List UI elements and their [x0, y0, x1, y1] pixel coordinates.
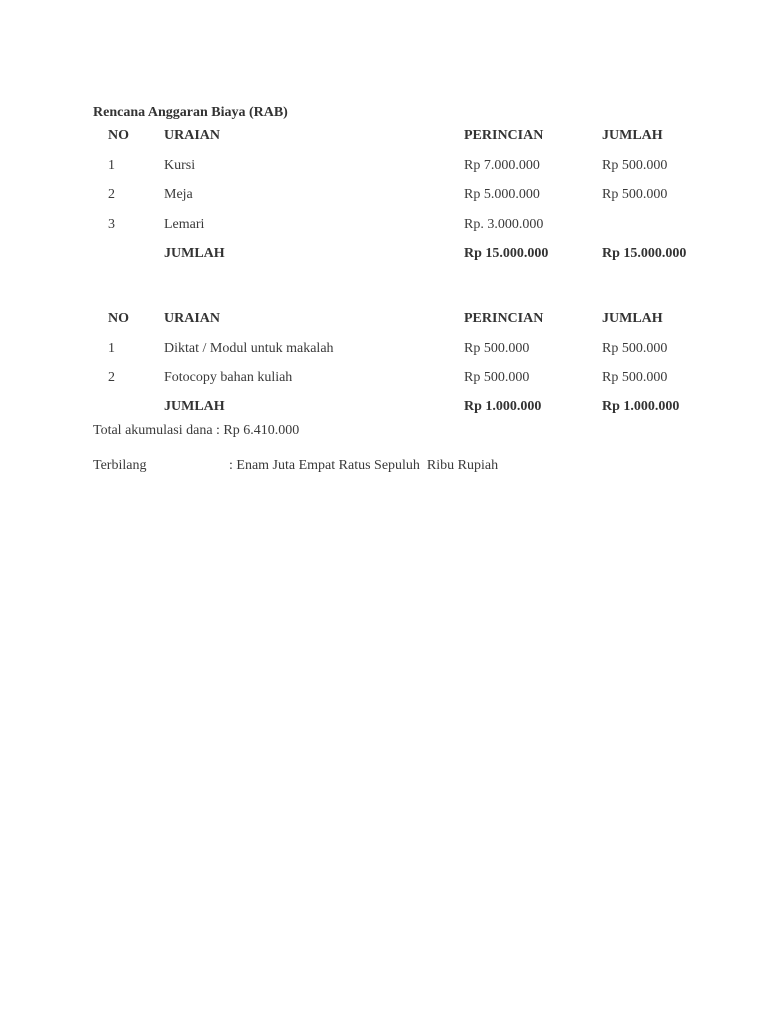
header-no: NO: [108, 128, 129, 143]
cell-perincian: Rp 7.000.000: [464, 158, 540, 173]
cell-perincian: Rp. 3.000.000: [464, 217, 544, 232]
header-perincian: PERINCIAN: [464, 128, 544, 143]
header-uraian: URAIAN: [164, 128, 220, 143]
cell-jumlah: Rp 500.000: [602, 370, 668, 385]
cell-no: 1: [108, 158, 115, 173]
cell-uraian: Kursi: [164, 158, 196, 173]
cell-perincian: Rp 500.000: [464, 370, 530, 385]
total-akumulasi: Total akumulasi dana : Rp 6.410.000: [93, 423, 300, 438]
header-no: NO: [108, 311, 129, 326]
cell-perincian: Rp 5.000.000: [464, 187, 540, 202]
cell-no: 2: [108, 187, 115, 202]
total-perincian: Rp 1.000.000: [464, 399, 542, 414]
cell-no: 1: [108, 341, 115, 356]
cell-uraian: Fotocopy bahan kuliah: [164, 370, 293, 385]
terbilang-label: Terbilang: [93, 458, 147, 473]
cell-no: 3: [108, 217, 115, 232]
total-jumlah: Rp 1.000.000: [602, 399, 680, 414]
header-jumlah: JUMLAH: [602, 311, 663, 326]
cell-uraian: Lemari: [164, 217, 205, 232]
document-title: Rencana Anggaran Biaya (RAB): [93, 105, 288, 120]
terbilang-value: : Enam Juta Empat Ratus Sepuluh Ribu Rupiah: [229, 458, 499, 473]
cell-perincian: Rp 500.000: [464, 341, 530, 356]
total-label: JUMLAH: [164, 246, 225, 261]
header-jumlah: JUMLAH: [602, 128, 663, 143]
cell-no: 2: [108, 370, 115, 385]
total-jumlah: Rp 15.000.000: [602, 246, 687, 261]
cell-uraian: Meja: [164, 187, 193, 202]
header-uraian: URAIAN: [164, 311, 220, 326]
cell-jumlah: Rp 500.000: [602, 341, 668, 356]
cell-jumlah: Rp 500.000: [602, 187, 668, 202]
cell-uraian: Diktat / Modul untuk makalah: [164, 341, 334, 356]
total-perincian: Rp 15.000.000: [464, 246, 549, 261]
total-label: JUMLAH: [164, 399, 225, 414]
cell-jumlah: Rp 500.000: [602, 158, 668, 173]
header-perincian: PERINCIAN: [464, 311, 544, 326]
